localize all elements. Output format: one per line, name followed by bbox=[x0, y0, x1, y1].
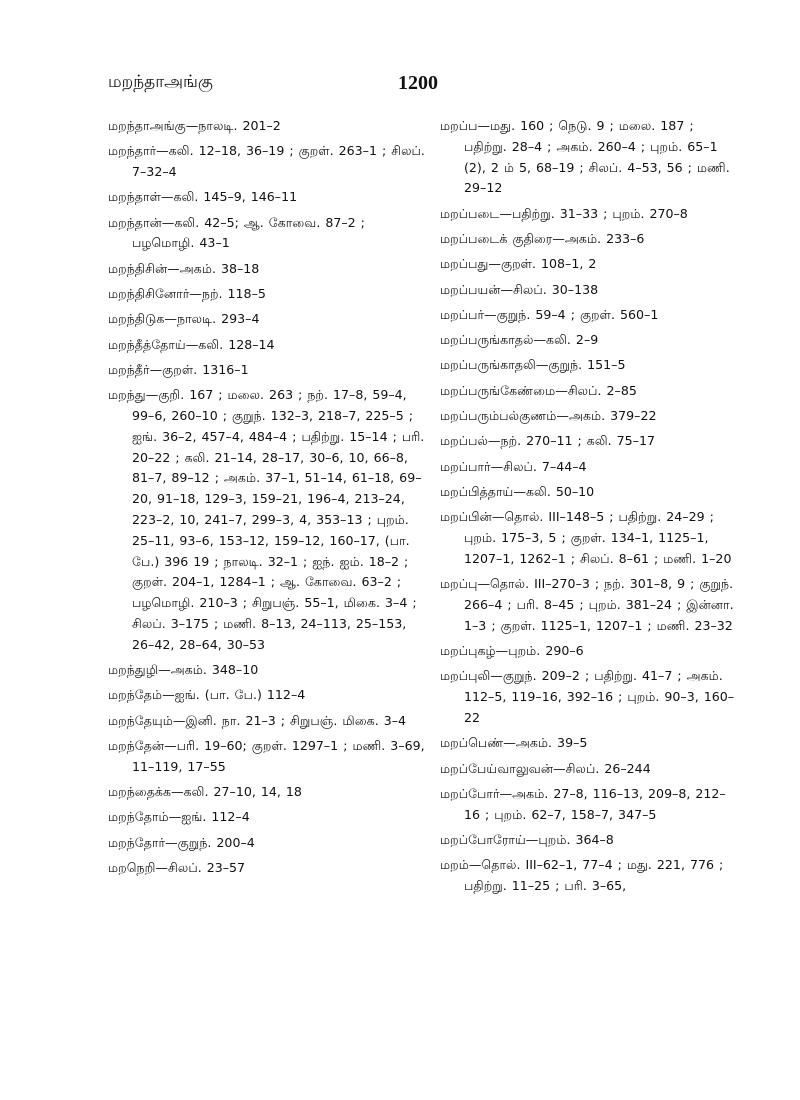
index-entry: மறந்தேன்—பரி. 19–60; குறள். 1297–1 ; மணி. 3–69, 11–119, 17–55 bbox=[108, 738, 425, 774]
index-entry: மறம்—தொல். III–62–1, 77–4 ; மது. 221, 776 ; பதிற்று. 11–25 ; பரி. 3–65, bbox=[440, 857, 724, 893]
index-entry: மறப்பின்—தொல். III–148–5 ; பதிற்று. 24–29 ; புறம். 175–3, 5 ; குறள். 134–1, 1125–1, 1207–1, 1262–1 ; சிலப். 8–61 ; மணி. 1–20 bbox=[440, 509, 732, 566]
index-entry: மறந்திசினோர்—நற். 118–5 bbox=[108, 286, 266, 302]
index-entry: மறப்படைக் குதிரை—அகம். 233–6 bbox=[440, 230, 645, 246]
running-head: மறந்தாஅங்கு bbox=[108, 72, 213, 92]
index-entry: மறந்துழி—அகம். 348–10 bbox=[108, 662, 259, 678]
index-entry: மறப்பு—தொல். III–270–3 ; நற். 301–8, 9 ; குறுந். 266–4 ; பரி. 8–45 ; புறம். 381–24 ; இன்னா. 1–3 ; குறள். 1125–1, 1207–1 ; மணி. 23–32 bbox=[440, 576, 734, 633]
index-entry: மறந்தோம்—ஐங். 112–4 bbox=[108, 809, 250, 825]
index-entry: மறப்பரும்பல்குணம்—அகம். 379–22 bbox=[440, 408, 657, 424]
index-entry: மறந்திசின்—அகம். 38–18 bbox=[108, 260, 260, 276]
index-entry: மறப்பல்—நற். 270–11 ; கலி. 75–17 bbox=[440, 433, 656, 449]
index-entry: மறப்போரோய்—புறம். 364–8 bbox=[440, 831, 614, 847]
index-entry: மறப்பயன்—சிலப். 30–138 bbox=[440, 281, 599, 297]
index-entry: மறந்தாள்—கலி. 145–9, 146–11 bbox=[108, 189, 298, 205]
right-column bbox=[440, 116, 740, 901]
index-entry: மறந்திடுக—நாலடி. 293–4 bbox=[108, 311, 260, 327]
index-entry: மறப்பருங்காதலி—குறுந். 151–5 bbox=[440, 357, 626, 373]
index-entry: மறப்புகழ்—புறம். 290–6 bbox=[440, 643, 584, 659]
left-column bbox=[108, 116, 426, 883]
index-entry: மறப்பார்—சிலப். 7–44–4 bbox=[440, 458, 587, 474]
index-entry: மறந்தைக்க—கலி. 27–10, 14, 18 bbox=[108, 784, 302, 800]
index-entry: மறப்பருங்கேண்மை—சிலப். 2–85 bbox=[440, 382, 637, 398]
index-entry: மறப்பித்தாய்—கலி. 50–10 bbox=[440, 483, 595, 499]
index-entry: மறந்தோர்—குறுந். 200–4 bbox=[108, 834, 255, 850]
index-entry: மறந்தேம்—ஐங். (பா. பே.) 112–4 bbox=[108, 687, 306, 703]
page-number: 1200 bbox=[398, 72, 438, 94]
index-entry: மறப்பெண்—அகம். 39–5 bbox=[440, 735, 588, 751]
index-entry: மறப்பேய்வாலுவன்—சிலப். 26–244 bbox=[440, 760, 651, 776]
index-entry: மறந்தார்—கலி. 12–18, 36–19 ; குறள். 263–1 ; சிலப். 7–32–4 bbox=[108, 143, 425, 180]
index-entry: மறப்புலி—குறுந். 209–2 ; பதிற்று. 41–7 ; அகம். 112–5, 119–16, 392–16 ; புறம். 90–3, 160–22 bbox=[440, 668, 735, 725]
index-entry: மறப்ப—மது. 160 ; நெடு. 9 ; மலை. 187 ; பதிற்று. 28–4 ; அகம். 260–4 ; புறம். 65–1 (2), 2 ம் 5, 68–19 ; சிலப். 4–53, 56 ; மணி. 29–12 bbox=[440, 118, 730, 196]
index-entry: மறந்தாஅங்கு—நாலடி. 201–2 bbox=[108, 118, 281, 133]
index-entry: மறந்தேயும்—இனி. நா. 21–3 ; சிறுபஞ். மிகை. 3–4 bbox=[108, 712, 407, 728]
index-entry: மறப்பருங்காதல்—கலி. 2–9 bbox=[440, 332, 599, 348]
index-entry: மறப்பர்—குறுந். 59–4 ; குறள். 560–1 bbox=[440, 306, 659, 322]
index-entry: மறந்தீத்தோய்—கலி. 128–14 bbox=[108, 336, 275, 352]
index-entry: மறப்படை—பதிற்று. 31–33 ; புறம். 270–8 bbox=[440, 205, 688, 221]
index-entry: மறப்போர்—அகம். 27–8, 116–13, 209–8, 212–16 ; புறம். 62–7, 158–7, 347–5 bbox=[440, 785, 726, 822]
index-entry: மறந்தான்—கலி. 42–5; ஆ. கோவை. 87–2 ; பழமொழி. 43–1 bbox=[108, 214, 365, 251]
index-entry: மறந்து—குறி. 167 ; மலை. 263 ; நற். 17–8, 59–4, 99–6, 260–10 ; குறுந். 132–3, 218–7, 225–5 ; ஐங். 36–2, 457–4, 484–4 ; பதிற்று. 15–14 ; பரி. 20–22 ; கலி. 21–14, 28–17, 30–6, 10, 66–8, 81–7, 89–12 ; அகம். 37–1, 51–14, 61–18, 69–20, 91–18, 129–3, 159–21, 196–4, 213–24, 223–2, 10, 241–7, 299–3, 4, 353–13 ; புறம். 25–11, 93–6, 153–12, 159–12, 160–17, (பா. பே.) 396 19 ; நாலடி. 32–1 ; ஐந். ஐம். 18–2 ; குறள். 204–1, 1284–1 ; ஆ. கோவை. 63–2 ; பழமொழி. 210–3 ; சிறுபஞ். 55–1, மிகை. 3–4 ; சிலப். 3–175 ; மணி. 8–13, 24–113, 25–153, 26–42, 28–64, 30–53 bbox=[108, 387, 425, 652]
index-entry: மறநெறி—சிலப். 23–57 bbox=[108, 860, 246, 875]
index-entry: மறந்தீர்—குறள். 1316–1 bbox=[108, 361, 249, 377]
index-entry: மறப்பது—குறள். 108–1, 2 bbox=[440, 256, 597, 272]
